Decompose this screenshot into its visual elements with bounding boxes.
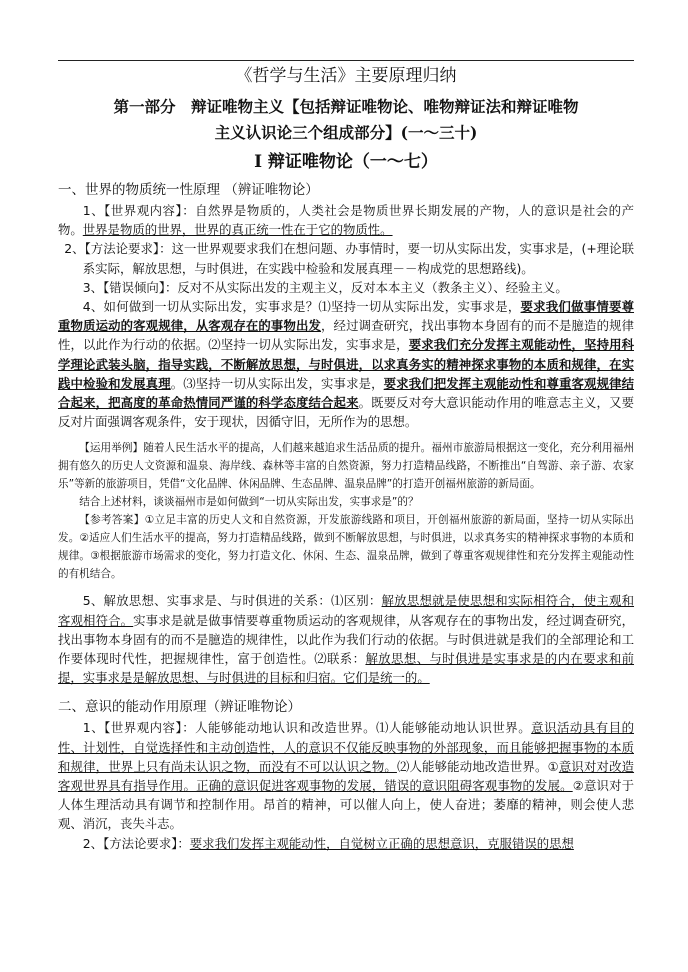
header-rule — [58, 60, 634, 61]
section-title: Ⅰ 辩证唯物论（一～七） — [254, 152, 438, 172]
s2-item2-b: 要求我们发挥主观能动性，自觉树立正确的思想意识，克服错误的思想 — [189, 835, 574, 851]
part-title-line-2: 主义认识论三个组成部分】(一～三十) — [214, 123, 478, 142]
s1-item4-c: ，经过调查研究，找出事物本身固有的而不是臆造的规律性，以此作为行动的依据。⑵坚持一切从实际出发，实事求是， — [58, 318, 635, 353]
s1-item5-a: 5、解放思想、实事求是、与时俱进的关系：⑴区别： — [82, 593, 382, 609]
paragraph-s1-item4 — [58, 297, 634, 431]
paragraph-s1-item1 — [58, 201, 634, 239]
paragraph-s1-item3: 3、【错误倾向】：反对不从实际出发的主观主义，反对本本主义（教条主义）、经验主义。 — [82, 279, 568, 295]
heading-2: 二、意识的能动作用原理（辨证唯物论） — [58, 699, 301, 716]
part-title-line-1: 第一部分 辩证唯物主义【包括辩证唯物论、唯物辩证法和辩证唯物 — [113, 97, 579, 116]
document-title: 《哲学与生活》主要原理归纳 — [235, 66, 457, 86]
s1-item5-b: 解放思想就是使思想和实际相符合，使主观和客观相符合。 — [58, 593, 635, 628]
s1-item5-d: ⑵联系： — [314, 651, 366, 667]
paragraph-s1-item2: 2、【方法论要求】：这一世界观要求我们在想问题、办事情时，要一切从实际出发，实事求是，(+理论联系实际，解放思想，与时俱进，在实践中检验和发展真理－－构成党的思想路线)。 — [64, 241, 634, 276]
example-block — [58, 439, 634, 583]
heading-1: 一、世界的物质统一性原理 （辨证唯物论） — [58, 182, 319, 198]
s1-item4-e: 。⑶坚持一切从实际出发，实事求是， — [170, 375, 384, 391]
example-question: 结合上述材料，谈谈福州市是如何做到“一切从实际出发，实事求是”的？ — [79, 496, 419, 509]
example-answer: 【参考答案】①立足丰富的历史人文和自然资源，开发旅游线路和项目，开创福州旅游的新局面，坚持一切从实际出发。②适应人们生活水平的提高，努力打造精品线路，做到不断解放思想，与时俱进，以求真务实的精神探求事物的本质和规律。③根据旅游市场需求的变化，努力打造文化、休闲、生态、温泉品牌，做到了尊重客观规律性和充分发挥主观能动性的有机结合。 — [58, 514, 634, 581]
document-page — [58, 60, 634, 853]
example-material: 【运用举例】随着人民生活水平的提高，人们越来越追求生活品质的提升。福州市旅游局根据这一变化，充分利用福州拥有悠久的历史人文资源和温泉、海岸线、森林等丰富的自然资源，努力打造精品线路，不断推出“自驾游、亲子游、农家乐”等新的旅游项目，凭借“文化品牌、休闲品牌、生态品牌、温泉品牌”的打造开创福州旅游的新局面。 — [58, 442, 634, 491]
s1-item4-a: 4、如何做到一切从实际出发，实事求是？⑴坚持一切从实际出发，实事求是， — [82, 299, 521, 315]
s1-item4-f: 要求我们把发挥主观能动性和尊重客观规律结合起来，把高度的革命热情同严谨的科学态度结合起来 — [58, 375, 635, 411]
paragraph-s2-item2 — [58, 834, 634, 853]
paragraph-s1-item5 — [58, 591, 634, 687]
s1-item4-g: 。既要反对夸大意识能动作用的唯意志主义，又要反对片面强调客观条件，安于现状，因循守旧，无所作为的思想。 — [58, 395, 635, 430]
s2-item1-d: 意识对对改造客观世界具有指导作用。正确的意识促进客观事物的发展，错误的意识阻碍客观事物的发展。 — [58, 758, 635, 794]
s1-item4-d: 要求我们充分发挥主观能动性，坚持用科学理论武装头脑，指导实践，不断解放思想，与时俱进，以求真务实的精神探求事物的本质和规律，在实践中检验和发展真理 — [58, 337, 635, 391]
s2-item1-a: 1、【世界观内容】：人能够能动地认识和改造世界。⑴人能够能动地认识世界。 — [82, 720, 532, 736]
s1-item5-c: 实事求是就是做事情要尊重物质运动的客观规律，从客观存在的事物出发，经过调查研究，找出事物本身固有的而不是臆造的规律性，以此作为我们行动的依据。与时俱进就是我们的全部理论和工作要体现时代性，把握规律性，富于创造性。 — [58, 612, 635, 667]
s1-item5-e: 解放思想、与时俱进是实事求是的内在要求和前提，实事求是是解放思想、与时俱进的目标和归宿。它们是统一的。 — [58, 651, 635, 686]
s1-item4-b: 要求我们做事情要尊重物质运动的客观规律，从客观存在的事物出发 — [58, 299, 635, 334]
s2-item2-a: 2、【方法论要求】： — [82, 835, 190, 851]
s2-item1-c: ⑵人能够能动地改造世界。① — [396, 758, 559, 774]
s1-item1-underlined: 世界是物质的世界，世界的真正统一性在于它的物质性。 — [82, 222, 393, 238]
s2-item1-b: 意识活动具有目的性、计划性，自觉选择性和主动创造性，人的意识不仅能反映事物的外部现象，而且能够把握事物的本质和规律，世界上只有尚未认识之物，而没有不可以认识之物。 — [58, 720, 635, 774]
s1-item1-text: 1、【世界观内容】：自然界是物质的，人类社会是物质世界长期发展的产物，人的意识是社会的产物。 — [58, 203, 634, 238]
s2-item1-e: ②意识对于人体生理活动具有调节和控制作用。昂首的精神，可以催人向上，使人奋进；萎靡的精神，则会使人悲观、消沉，丧失斗志。 — [58, 778, 635, 832]
paragraph-s2-item1 — [58, 718, 634, 833]
